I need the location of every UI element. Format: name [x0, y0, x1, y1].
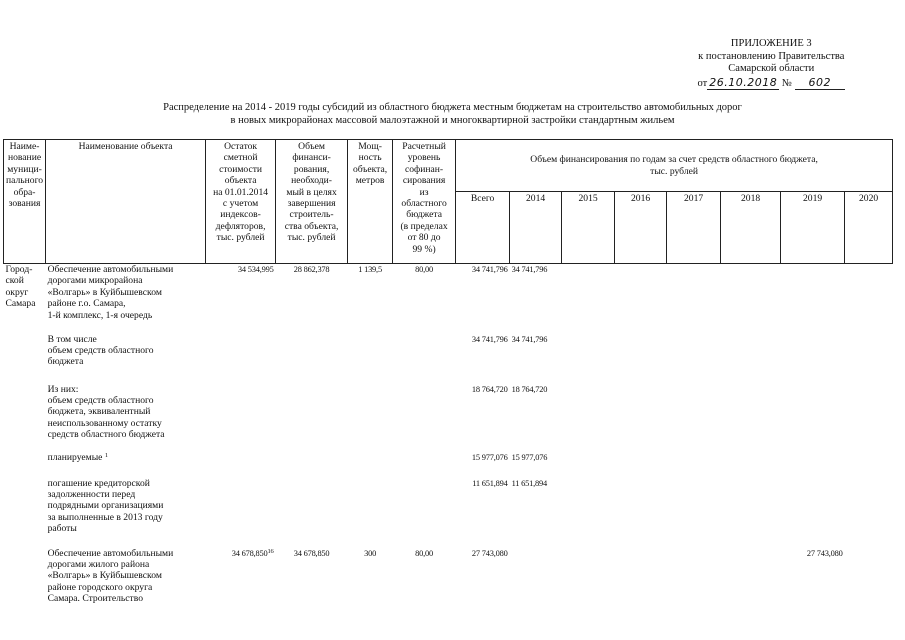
- cell-2017: [667, 548, 721, 618]
- table-row: [4, 478, 893, 548]
- appendix-line-1: к постановлению Правительства: [698, 50, 845, 62]
- cell-2018: [721, 334, 781, 384]
- cell-2014: 34 741,796: [511, 334, 548, 344]
- date-prefix: от: [697, 77, 708, 89]
- header-2015: 2015: [562, 192, 615, 264]
- document-title: [0, 102, 905, 127]
- cell-capacity: [348, 384, 393, 452]
- cell-2019: 27 743,080: [806, 548, 843, 558]
- table-row: [4, 452, 893, 478]
- cell-total: 27 743,080: [471, 548, 508, 558]
- header-2020: 2020: [845, 192, 893, 264]
- cell-financing: [276, 452, 348, 478]
- handwritten-number: 602: [795, 76, 846, 90]
- cell-total: 15 977,076: [471, 452, 508, 462]
- header-object: Наименование объекта: [46, 140, 206, 264]
- cell-2020: [845, 334, 893, 384]
- header-cofinancing: Расчетный уровень софинан- сирования из областного бюджета (в пределах от 80 до 99 %): [393, 140, 456, 264]
- cell-municipality: Город- ской округ Самара: [5, 264, 36, 310]
- cell-2017: [667, 452, 721, 478]
- cell-capacity: 1 139,5: [358, 265, 382, 274]
- handwritten-date: 26.10.2018: [709, 75, 778, 89]
- number-prefix: №: [781, 77, 792, 89]
- cell-2020: [845, 478, 893, 548]
- cell-2014: 18 764,720: [511, 384, 548, 394]
- cell-capacity: [348, 478, 393, 548]
- cell-2019: [781, 478, 845, 548]
- cell-total: 11 651,894: [472, 478, 508, 488]
- cell-2015: [562, 264, 615, 334]
- cell-2020: [845, 452, 893, 478]
- header-2016: 2016: [615, 192, 667, 264]
- table-row: [4, 548, 893, 618]
- subsidy-table: [3, 139, 893, 618]
- cell-2018: [721, 384, 781, 452]
- title-line-1: Распределение на 2014 - 2019 годы субсидий из областного бюджета местным бюджетам на строительство автомобильных дорог: [163, 102, 742, 113]
- cell-2015: [562, 452, 615, 478]
- cell-financing: 34 678,850: [293, 548, 330, 558]
- table-row: [4, 264, 893, 334]
- cell-2015: [562, 334, 615, 384]
- cell-municipality: [4, 548, 46, 618]
- cell-municipality: [4, 384, 46, 452]
- appendix-line-2: Самарской области: [728, 63, 815, 74]
- cell-capacity: 300: [364, 548, 377, 558]
- footnote-marker: 1: [104, 451, 109, 459]
- cell-total: 18 764,720: [471, 384, 508, 394]
- cell-2016: [615, 264, 667, 334]
- cell-remaining: 34 678,850$^{16}$: [231, 547, 274, 558]
- cell-cofinancing: [393, 452, 456, 478]
- cell-remaining: [206, 478, 276, 548]
- cell-financing: 28 862,378: [293, 265, 330, 274]
- cell-2019: [781, 334, 845, 384]
- cell-2020: [845, 548, 893, 618]
- cell-municipality: [4, 478, 46, 548]
- cell-2020: [845, 264, 893, 334]
- cell-2018: [721, 264, 781, 334]
- header-total: Всего: [456, 192, 510, 264]
- cell-municipality: [4, 334, 46, 384]
- cell-remaining: [206, 334, 276, 384]
- cell-remaining: [206, 384, 276, 452]
- cell-object: погашение кредиторской задолженности перед подрядными организациями за выполненные в 2013 году работы: [47, 477, 164, 535]
- header-2019: 2019: [781, 192, 845, 264]
- header-2018: 2018: [721, 192, 781, 264]
- cell-2016: [615, 384, 667, 452]
- cell-financing: [276, 334, 348, 384]
- cell-2016: [615, 334, 667, 384]
- cell-remaining: 34 534,995: [237, 265, 274, 274]
- cell-object: Обеспечение автомобильными дорогами микрорайона «Волгарь» в Куйбышевском районе г.о. Самара, 1-й комплекс, 1-я очередь: [47, 264, 174, 321]
- cell-2015: [562, 384, 615, 452]
- appendix-dateline: [698, 77, 845, 91]
- table-row: [4, 334, 893, 384]
- cell-2017: [667, 384, 721, 452]
- cell-2014: 15 977,076: [511, 452, 548, 462]
- cell-2020: [845, 384, 893, 452]
- header-2017: 2017: [667, 192, 721, 264]
- cell-2017: [667, 478, 721, 548]
- cell-2017: [667, 264, 721, 334]
- cell-2014: 11 651,894: [511, 478, 547, 488]
- cell-cofinancing: [393, 478, 456, 548]
- cell-cofinancing: 80,00: [415, 548, 433, 558]
- title-line-2: в новых микрорайонах массовой малоэтажной и многоквартирной застройки стандартным жильем: [230, 114, 675, 126]
- cell-remaining: [206, 452, 276, 478]
- cell-2014: 34 741,796: [511, 265, 548, 274]
- cell-2015: [562, 478, 615, 548]
- cell-2018: [721, 452, 781, 478]
- cell-2017: [667, 334, 721, 384]
- cell-2016: [615, 548, 667, 618]
- header-financing: Объем финанси- рования, необходи- мый в целях завершения строитель- ства объекта, тыс. рублей: [276, 140, 348, 264]
- header-municipality: Наиме- нование муници- пального обра- зования: [4, 140, 46, 264]
- header-remaining: Остаток сметной стоимости объекта на 01.01.2014 с учетом индексов- дефляторов, тыс. рублей: [206, 140, 276, 264]
- cell-cofinancing: 80,00: [415, 265, 433, 274]
- cell-municipality: [4, 452, 46, 478]
- cell-object: В том числе объем средств областного бюджета: [47, 333, 154, 368]
- cell-financing: [276, 384, 348, 452]
- cell-2019: [781, 384, 845, 452]
- cell-object: Из них: объем средств областного бюджета, эквивалентный неиспользованному остатку средств областного бюджета: [47, 383, 165, 441]
- cell-2019: [781, 452, 845, 478]
- cell-2019: [781, 264, 845, 334]
- cell-capacity: [348, 334, 393, 384]
- table-body: [4, 264, 893, 618]
- appendix-title: ПРИЛОЖЕНИЕ 3: [730, 38, 812, 49]
- cell-2014: [510, 548, 562, 618]
- cell-total: 34 741,796: [471, 265, 508, 274]
- table-row: [4, 384, 893, 452]
- header-capacity: Мощ- ность объекта, метров: [348, 140, 393, 264]
- cell-2018: [721, 478, 781, 548]
- cell-object: планируемые $^1$: [47, 451, 109, 463]
- cell-cofinancing: [393, 334, 456, 384]
- header-years-group: Объем финансирования по годам за счет средств областного бюджета, тыс. рублей: [456, 140, 893, 192]
- appendix-block: [698, 38, 845, 90]
- cell-2018: [721, 548, 781, 618]
- cell-capacity: [348, 452, 393, 478]
- cell-2016: [615, 478, 667, 548]
- header-2014: 2014: [510, 192, 562, 264]
- cell-2016: [615, 452, 667, 478]
- cell-total: 34 741,796: [471, 334, 508, 344]
- cell-financing: [276, 478, 348, 548]
- remaining-footnote: 16: [267, 547, 274, 555]
- cell-object: Обеспечение автомобильными дорогами жилого района «Волгарь» в Куйбышевском районе городского округа Самара. Строительство: [47, 547, 174, 605]
- cell-2015: [562, 548, 615, 618]
- cell-cofinancing: [393, 384, 456, 452]
